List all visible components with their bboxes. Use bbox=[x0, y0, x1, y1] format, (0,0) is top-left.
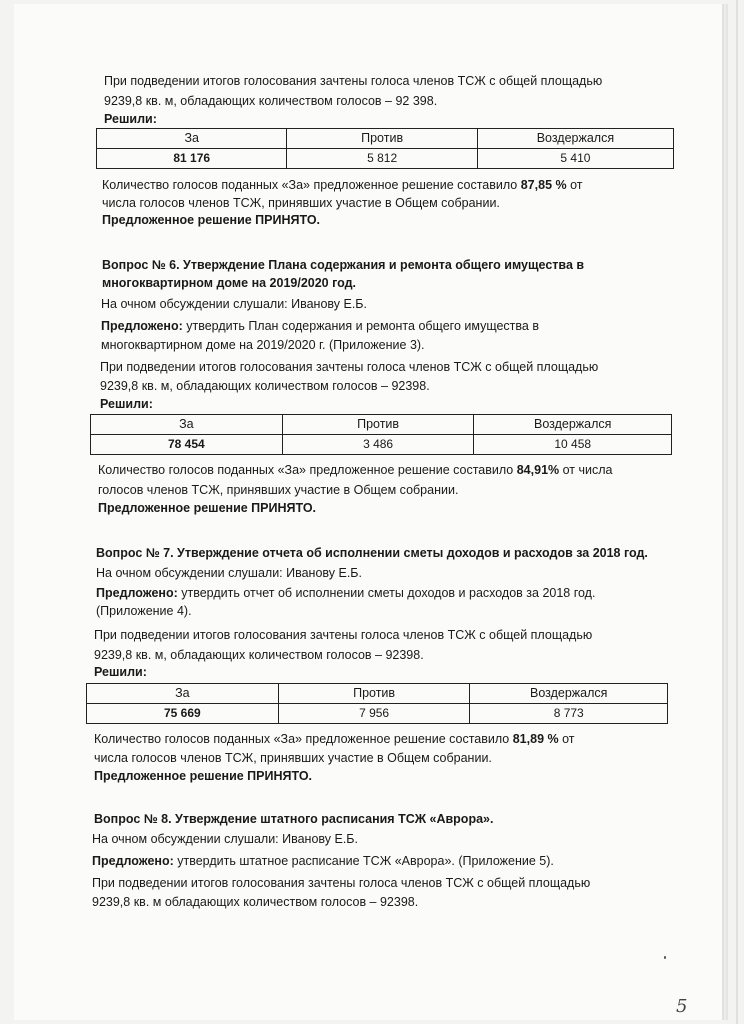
q6-result-line2: голосов членов ТСЖ, принявших участие в Общем собрании. bbox=[98, 483, 459, 497]
q7-tally-line1: При подведении итогов голосования зачтены голоса членов ТСЖ с общей площадью bbox=[94, 628, 593, 642]
q6-title-line2: многоквартирном доме на 2019/2020 год. bbox=[102, 276, 357, 290]
value-abstain: 5 410 bbox=[477, 149, 673, 169]
q7-proposed-line1 bbox=[96, 585, 595, 601]
header-against: Против bbox=[282, 415, 474, 435]
q6-title-line1: Вопрос № 6. Утверждение Плана содержания и ремонта общего имущества в bbox=[102, 258, 585, 272]
page-number: 5 bbox=[676, 996, 688, 1017]
b5-tally-line2: 9239,8 кв. м, обладающих количеством голосов – 92 398. bbox=[104, 94, 438, 108]
value-for: 75 669 bbox=[87, 704, 279, 724]
q7-tally-line2: 9239,8 кв. м, обладающих количеством голосов – 92398. bbox=[94, 648, 424, 662]
result-text: Количество голосов поданных «За» предложенное решение составило bbox=[102, 178, 521, 192]
q7-heard: На очном обсуждении слушали: Иванову Е.Б. bbox=[96, 566, 362, 580]
value-against: 5 812 bbox=[287, 149, 477, 169]
b5-result-line1 bbox=[102, 177, 583, 193]
header-against: Против bbox=[278, 684, 470, 704]
q8-title: Вопрос № 8. Утверждение штатного расписания ТСЖ «Аврора». bbox=[94, 812, 494, 826]
b5-decided-label: Решили: bbox=[104, 112, 157, 126]
result-text: Количество голосов поданных «За» предложенное решение составило bbox=[94, 732, 513, 746]
header-for: За bbox=[91, 415, 283, 435]
value-against: 3 486 bbox=[282, 435, 474, 455]
table-row bbox=[97, 129, 674, 149]
q8-tally-line1: При подведении итогов голосования зачтены голоса членов ТСЖ с общей площадью bbox=[92, 876, 591, 890]
header-against: Против bbox=[287, 129, 477, 149]
q6-accepted: Предложенное решение ПРИНЯТО. bbox=[98, 501, 317, 515]
q8-tally-line2: 9239,8 кв. м обладающих количеством голосов – 92398. bbox=[92, 895, 419, 909]
q6-result-line1 bbox=[98, 462, 612, 478]
proposed-text: утвердить План содержания и ремонта общего имущества в bbox=[182, 319, 539, 333]
q6-proposed-line2: многоквартирном доме на 2019/2020 г. (Приложение 3). bbox=[101, 338, 425, 352]
table-row bbox=[91, 435, 672, 455]
b5-accepted: Предложенное решение ПРИНЯТО. bbox=[102, 213, 321, 227]
header-abstain: Воздержался bbox=[477, 129, 673, 149]
result-text: Количество голосов поданных «За» предложенное решение составило bbox=[98, 463, 517, 477]
q7-title: Вопрос № 7. Утверждение отчета об исполнении сметы доходов и расходов за 2018 год. bbox=[96, 546, 648, 560]
result-text-tail: от bbox=[558, 732, 575, 746]
b5-tally-line1: При подведении итогов голосования зачтены голоса членов ТСЖ с общей площадью bbox=[104, 74, 603, 88]
header-for: За bbox=[87, 684, 279, 704]
value-abstain: 10 458 bbox=[474, 435, 672, 455]
q7-decided-label: Решили: bbox=[94, 665, 147, 679]
q7-result-line2: числа голосов членов ТСЖ, принявших участие в Общем собрании. bbox=[94, 751, 492, 765]
proposed-label: Предложено: bbox=[92, 854, 174, 868]
value-for: 81 176 bbox=[97, 149, 287, 169]
q7-proposed-line2: (Приложение 4). bbox=[96, 604, 192, 618]
value-abstain: 8 773 bbox=[470, 704, 668, 724]
q6-vote-table bbox=[90, 414, 672, 455]
q7-accepted: Предложенное решение ПРИНЯТО. bbox=[94, 769, 313, 783]
result-text-tail: от bbox=[566, 178, 583, 192]
q6-tally-line2: 9239,8 кв. м, обладающих количеством голосов – 92398. bbox=[100, 379, 430, 393]
table-row bbox=[91, 415, 672, 435]
q6-heard: На очном обсуждении слушали: Иванову Е.Б. bbox=[101, 297, 367, 311]
result-percent: 87,85 % bbox=[520, 178, 567, 192]
header-for: За bbox=[97, 129, 287, 149]
table-row bbox=[97, 149, 674, 169]
q6-decided-label: Решили: bbox=[100, 397, 153, 411]
result-percent: 84,91% bbox=[516, 463, 560, 477]
q7-result-line1 bbox=[94, 731, 575, 747]
header-abstain: Воздержался bbox=[470, 684, 668, 704]
q8-heard: На очном обсуждении слушали: Иванову Е.Б. bbox=[92, 832, 358, 846]
header-abstain: Воздержался bbox=[474, 415, 672, 435]
q6-tally-line1: При подведении итогов голосования зачтены голоса членов ТСЖ с общей площадью bbox=[100, 360, 599, 374]
ink-speck bbox=[664, 956, 666, 959]
q8-proposed-line1 bbox=[92, 853, 554, 869]
table-row bbox=[87, 704, 668, 724]
value-for: 78 454 bbox=[91, 435, 283, 455]
proposed-text: утвердить штатное расписание ТСЖ «Аврора». (Приложение 5). bbox=[173, 854, 554, 868]
proposed-text: утвердить отчет об исполнении сметы доходов и расходов за 2018 год. bbox=[177, 586, 596, 600]
table-row bbox=[87, 684, 668, 704]
proposed-label: Предложено: bbox=[101, 319, 183, 333]
result-percent: 81,89 % bbox=[512, 732, 559, 746]
b5-result-line2: числа голосов членов ТСЖ, принявших участие в Общем собрании. bbox=[102, 196, 500, 210]
b5-vote-table bbox=[96, 128, 674, 169]
result-text-tail: от числа bbox=[559, 463, 613, 477]
value-against: 7 956 bbox=[278, 704, 470, 724]
proposed-label: Предложено: bbox=[96, 586, 178, 600]
q6-proposed-line1 bbox=[101, 318, 539, 334]
q7-vote-table bbox=[86, 683, 668, 724]
